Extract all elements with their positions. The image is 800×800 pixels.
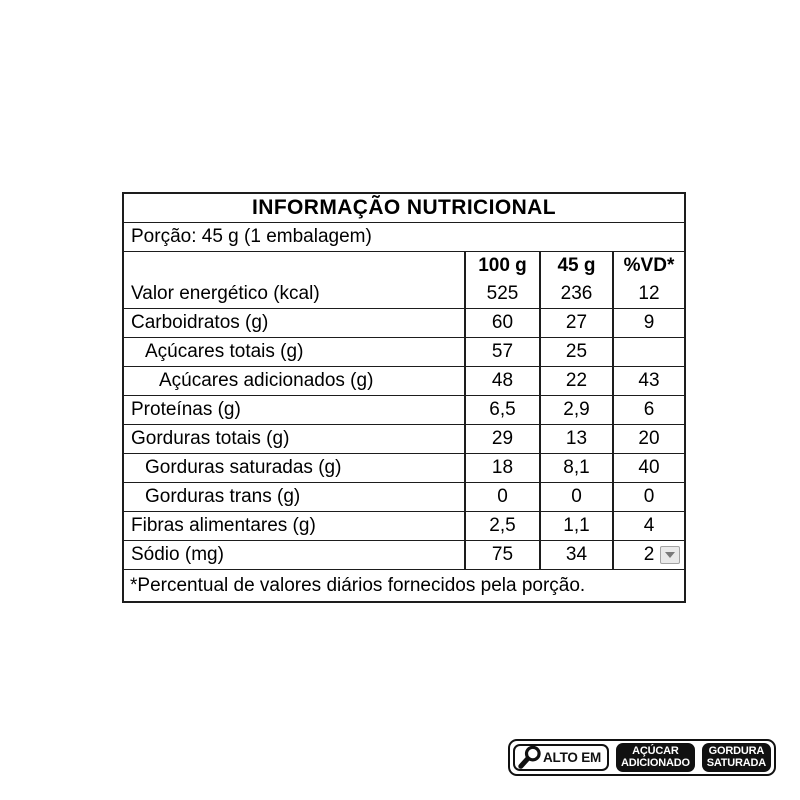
- table-row: [124, 511, 684, 540]
- table-row: [124, 280, 684, 308]
- value-vd: 20: [638, 428, 660, 449]
- header-vd: %VD*: [612, 252, 684, 280]
- value-vd-cell: [612, 454, 684, 482]
- column-header-row: [124, 251, 684, 280]
- row-label: Fibras alimentares (g): [131, 515, 316, 536]
- table-row: [124, 424, 684, 453]
- value-45g: 13: [539, 425, 612, 453]
- value-100g: 57: [464, 338, 539, 366]
- value-vd: 40: [638, 457, 660, 478]
- table-row: [124, 395, 684, 424]
- value-vd: 12: [638, 283, 660, 304]
- table-row: [124, 540, 684, 569]
- table-row: [124, 482, 684, 511]
- row-label: Proteínas (g): [131, 399, 241, 420]
- value-45g: 0: [539, 483, 612, 511]
- value-45g: 25: [539, 338, 612, 366]
- value-100g: 29: [464, 425, 539, 453]
- warning-badge: [508, 739, 776, 776]
- vd-dropdown-button[interactable]: [660, 546, 680, 564]
- header-100g: 100 g: [464, 252, 539, 280]
- warning-fat-pill: [702, 743, 771, 772]
- value-45g: 22: [539, 367, 612, 395]
- row-label: Açúcares totais (g): [145, 341, 304, 362]
- value-45g: 34: [539, 541, 612, 569]
- chevron-down-icon: [665, 552, 675, 558]
- row-label: Valor energético (kcal): [131, 283, 320, 304]
- header-45g: 45 g: [539, 252, 612, 280]
- table-row: [124, 337, 684, 366]
- value-45g: 2,9: [539, 396, 612, 424]
- value-vd-cell: [612, 338, 684, 366]
- value-100g: 48: [464, 367, 539, 395]
- value-vd-cell: [612, 541, 684, 569]
- value-45g: 1,1: [539, 512, 612, 540]
- value-vd-cell: [612, 280, 684, 308]
- row-label: Sódio (mg): [131, 544, 224, 565]
- value-100g: 6,5: [464, 396, 539, 424]
- value-100g: 18: [464, 454, 539, 482]
- table-body: [124, 280, 684, 569]
- alto-em-label: ALTO EM: [543, 750, 602, 765]
- value-vd-cell: [612, 425, 684, 453]
- magnifier-icon: [516, 744, 543, 771]
- value-100g: 525: [464, 280, 539, 308]
- value-100g: 2,5: [464, 512, 539, 540]
- row-label: Gorduras saturadas (g): [145, 457, 342, 478]
- value-vd: 6: [643, 399, 655, 420]
- table-row: [124, 366, 684, 395]
- value-100g: 60: [464, 309, 539, 337]
- table-row: [124, 308, 684, 337]
- value-vd-cell: [612, 396, 684, 424]
- warning-fat-line2: SATURADA: [706, 756, 766, 769]
- value-vd: 9: [643, 312, 655, 333]
- portion-row: Porção: 45 g (1 embalagem): [124, 222, 684, 251]
- row-label: Açúcares adicionados (g): [159, 370, 374, 391]
- footnote: *Percentual de valores diários fornecidos pela porção.: [124, 569, 684, 601]
- value-vd-cell: [612, 309, 684, 337]
- warning-sugar-line2: ADICIONADO: [620, 756, 690, 769]
- value-100g: 0: [464, 483, 539, 511]
- value-vd: 43: [638, 370, 660, 391]
- row-label: Gorduras totais (g): [131, 428, 290, 449]
- value-vd-cell: [612, 483, 684, 511]
- header-blank-cell: [124, 252, 464, 280]
- value-vd-cell: [612, 512, 684, 540]
- warning-sugar-pill: [616, 743, 695, 772]
- value-vd: 2: [643, 544, 655, 565]
- warning-sugar-line1: AÇÚCAR: [632, 744, 679, 757]
- table-row: [124, 453, 684, 482]
- warning-fat-line1: GORDURA: [708, 744, 765, 757]
- value-vd-cell: [612, 367, 684, 395]
- row-label: Gorduras trans (g): [145, 486, 301, 507]
- value-45g: 236: [539, 280, 612, 308]
- value-45g: 27: [539, 309, 612, 337]
- value-45g: 8,1: [539, 454, 612, 482]
- value-100g: 75: [464, 541, 539, 569]
- row-label: Carboidratos (g): [131, 312, 269, 333]
- value-vd: 4: [643, 515, 655, 536]
- alto-em-pill: [513, 744, 609, 771]
- nutrition-table: [122, 192, 686, 603]
- table-title: INFORMAÇÃO NUTRICIONAL: [252, 196, 556, 219]
- value-vd: 0: [643, 486, 655, 507]
